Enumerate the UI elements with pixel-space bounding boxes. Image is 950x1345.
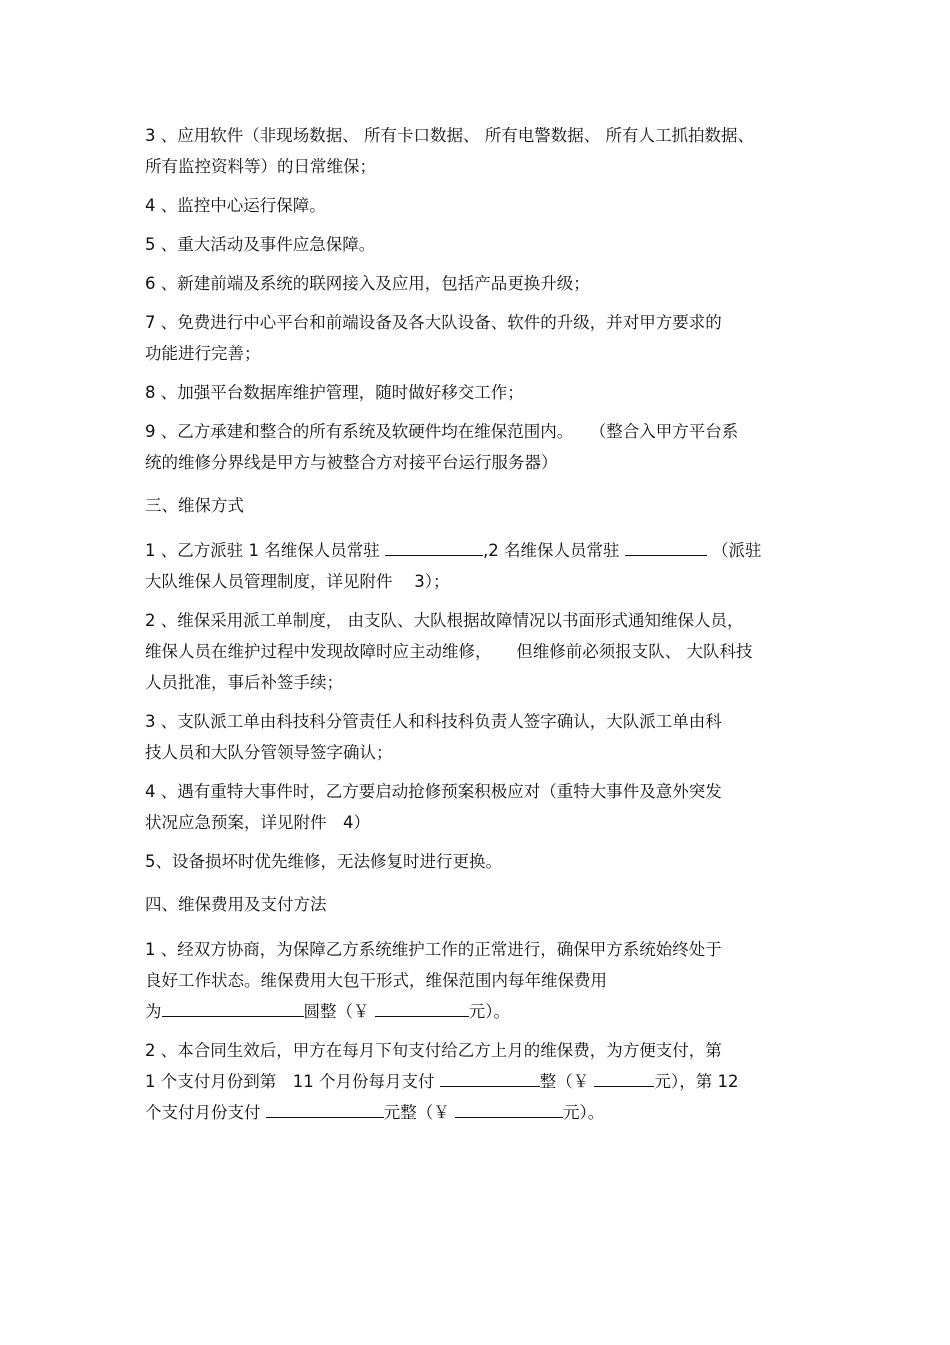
- list-item: 4 、监控中心运行保障。: [145, 196, 326, 215]
- list-item: 3 、应用软件（非现场数据、 所有卡口数据、 所有电警数据、 所有人工抓拍数据、 所有监控资料等）的日常维保；: [145, 126, 754, 176]
- blank-field: [594, 1069, 654, 1087]
- list-item: 1 、经双方协商，为保障乙方系统维护工作的正常进行，确保甲方系统始终处于 良好工作状态。维保费用大包干形式，维保范围内每年维保费用 为 圆整（￥ 元）。: [145, 940, 722, 1021]
- list-item: 2 、本合同生效后，甲方在每月下旬支付给乙方上月的维保费，为方便支付，第 1 个支付月份到第 11 个月份每月支付 整（￥ 元），第 12 个支付月份支付 元整（￥ 元）。: [145, 1041, 739, 1122]
- blank-field: [455, 1100, 563, 1118]
- section-heading-maintenance-method: 三、维保方式: [145, 496, 244, 515]
- document-body: [145, 120, 815, 1136]
- blank-field: [625, 538, 707, 556]
- blank-field: [440, 1069, 540, 1087]
- list-item: 2 、维保采用派工单制度， 由支队、大队根据故障情况以书面形式通知维保人员， 维保人员在维护过程中发现故障时应主动维修， 但维修前必须报支队、 大队科技 人员批准，事后补签手续；: [145, 611, 753, 692]
- list-item: 5 、重大活动及事件应急保障。: [145, 235, 376, 254]
- list-item: 3 、支队派工单由科技科分管责任人和科技科负责人签字确认，大队派工单由科 技人员和大队分管领导签字确认；: [145, 712, 722, 762]
- list-item: 9 、乙方承建和整合的所有系统及软硬件均在维保范围内。 （整合入甲方平台系 统的维修分界线是甲方与被整合方对接平台运行服务器）: [145, 422, 739, 472]
- blank-field: [385, 538, 483, 556]
- list-item: 8 、加强平台数据库维护管理，随时做好移交工作；: [145, 383, 524, 402]
- blank-field: [266, 1100, 384, 1118]
- list-item: 6 、新建前端及系统的联网接入及应用，包括产品更换升级；: [145, 274, 590, 293]
- list-item: 5、设备损坏时优先维修，无法修复时进行更换。: [145, 852, 502, 871]
- list-item: 7 、免费进行中心平台和前端设备及各大队设备、软件的升级，并对甲方要求的 功能进行完善；: [145, 313, 722, 363]
- list-item: 1 、乙方派驻 1 名维保人员常驻 ,2 名维保人员常驻 （派驻 大队维保人员管理制度，详见附件 3）；: [145, 535, 815, 597]
- section-heading-fees-payment: 四、维保费用及支付方法: [145, 895, 327, 914]
- blank-field: [162, 999, 304, 1017]
- list-item: 4 、遇有重特大事件时，乙方要启动抢修预案积极应对（重特大事件及意外突发 状况应急预案，详见附件 4）: [145, 782, 722, 832]
- blank-field: [375, 999, 469, 1017]
